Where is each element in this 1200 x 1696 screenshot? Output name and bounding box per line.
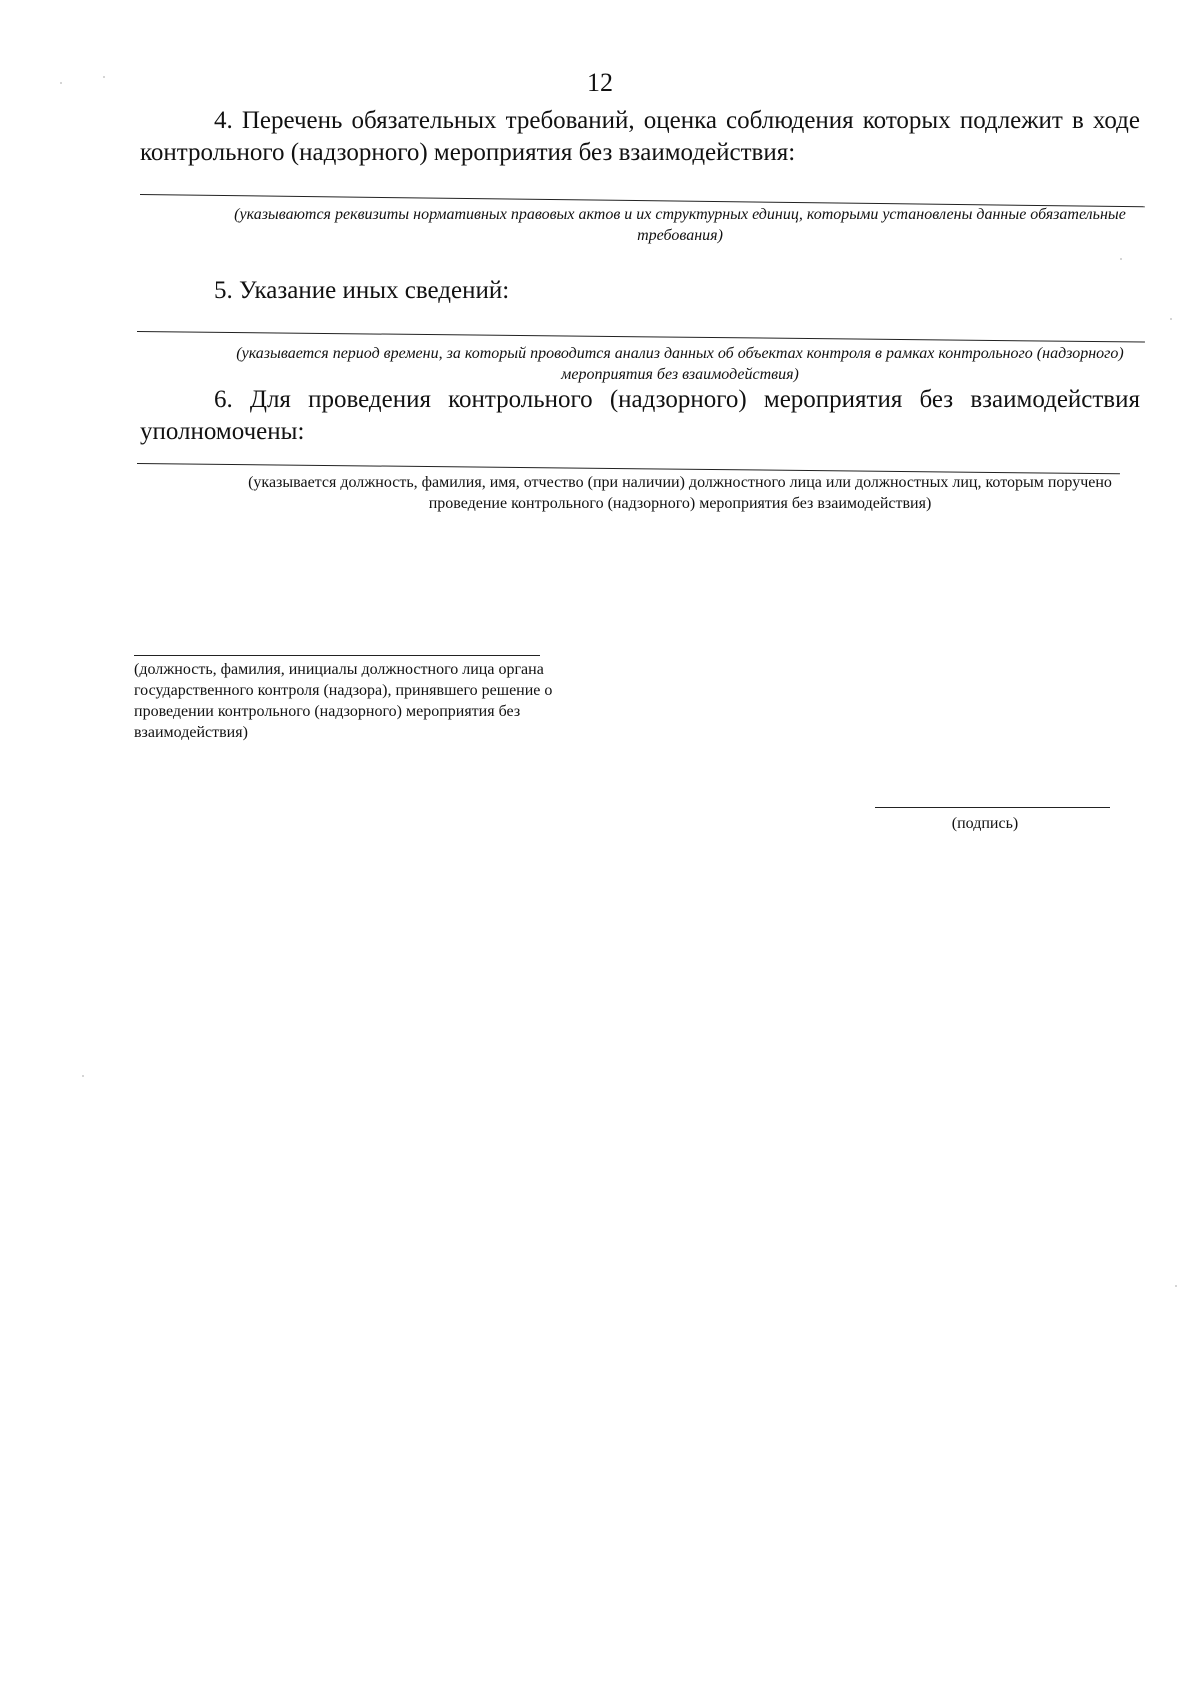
scan-speck [103,76,105,78]
scan-speck [60,82,62,84]
signature-fill-line [875,807,1110,808]
section-4-heading: 4. Перечень обязательных требований, оценка соблюдения которых подлежит в ходе контрольного (надзорного) мероприятия без взаимодействия: [140,107,1140,166]
page-number: 12 [587,68,613,97]
signature-caption: (подпись) [951,815,1019,832]
section-4-hint: (указываются реквизиты нормативных правовых актов и их структурных единиц, которыми установлены данные обязательные требования) [234,206,1126,244]
section-5-hint: (указывается период времени, за который проводится анализ данных об объектах контроля в рамках контрольного (надзорного) мероприятия без взаимодействия) [236,345,1124,383]
section-6-heading: 6. Для проведения контрольного (надзорного) мероприятия без взаимодействия уполномочены: [140,386,1140,445]
scan-speck [1120,258,1122,260]
scan-speck [1170,318,1172,320]
scan-speck [1175,1285,1177,1287]
signer-fill-line [134,655,540,656]
section-5-fill-line [137,331,1145,343]
section-5-heading: 5. Указание иных сведений: [214,277,510,304]
scan-speck [82,1075,84,1077]
signer-caption: (должность, фамилия, инициалы должностного лица органа государственного контроля (надзора), принявшего решение о проведении контрольного (надзорного) мероприятия без взаимодействия) [134,661,553,741]
section-6-hint: (указывается должность, фамилия, имя, отчество (при наличии) должностного лица или должностных лиц, которым поручено проведение контрольного (надзорного) мероприятия без взаимодействия) [248,474,1112,512]
